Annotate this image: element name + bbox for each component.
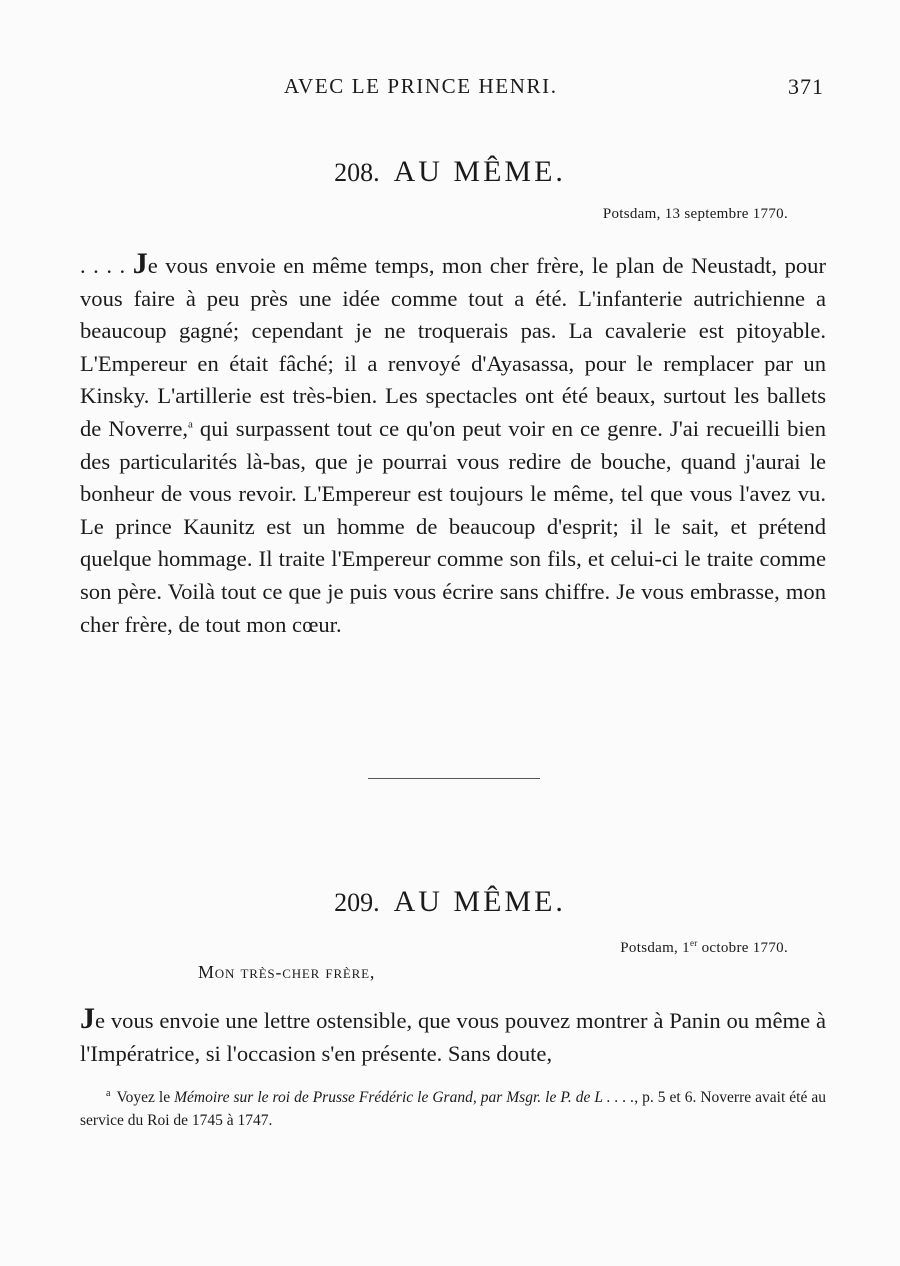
running-title: AVEC LE PRINCE HENRI. <box>284 74 558 98</box>
letter-209-dateline-ordinal: er <box>689 938 698 948</box>
letter-209-dateline-place: Potsdam, 1 <box>620 940 690 956</box>
letter-209-text: e vous envoie une lettre ostensible, que vous pouvez montrer à Panin ou même à l'Impératrice, si l'occasion s'en présente. Sans doute, <box>80 1008 826 1066</box>
letter-208-text-part2: qui surpassent tout ce qu'on peut voir en ce genre. J'ai recueilli bien des particularités là-bas, que je pourrai vous redire de bouche, quand j'aurai le bonheur de vous revoir. L'Empereur est toujours le même, tel que vous l'avez vu. Le prince Kaunitz est un homme de beaucoup d'esprit; il le sait, et prétend quelque hommage. Il traite l'Empereur comme son fils, et celui-ci le traite comme son père. Voilà tout ce que je puis vous écrire sans chiffre. Je vous embrasse, mon cher frère, de tout mon cœur. <box>80 415 826 637</box>
footnote-rest: , p. 5 et 6. Noverre avait été au service du Roi de 1745 à 1747. <box>80 1089 826 1129</box>
letter-209-dateline <box>620 938 788 957</box>
letter-209-dropcap: J <box>80 1002 95 1035</box>
footnote <box>80 1086 826 1132</box>
letter-209-heading <box>0 885 900 919</box>
page-number: 371 <box>788 74 824 99</box>
letter-208-title: AU MÊME. <box>393 154 566 188</box>
footnote-italic-title: Mémoire sur le roi de Prusse Frédéric le Grand, par Msgr. le P. de L . . . . <box>174 1089 635 1106</box>
letter-209-body <box>80 1003 826 1070</box>
letter-208-dateline: Potsdam, 13 septembre 1770. <box>602 206 788 222</box>
footnote-reference: a <box>188 418 193 431</box>
letter-208-dropcap: J <box>132 247 148 280</box>
letter-208-number: 208. <box>334 157 380 187</box>
letter-208-body <box>80 248 826 641</box>
letter-209-number: 209. <box>334 887 380 917</box>
letter-209-dateline-date: octobre 1770. <box>697 940 788 956</box>
running-head <box>0 74 900 104</box>
footnote-marker: a <box>106 1087 111 1099</box>
letter-209-salutation: Mon très-cher frère, <box>198 962 376 982</box>
letter-209-title: AU MÊME. <box>393 884 566 918</box>
letter-208-heading <box>0 155 900 189</box>
footnote-lead: Voyez le <box>116 1089 175 1106</box>
letter-208-opening-ellipsis: . . . . <box>80 253 133 278</box>
section-divider <box>368 778 540 779</box>
letter-208-text-part1: e vous envoie en même temps, mon cher frère, le plan de Neustadt, pour vous faire à peu près une idée comme tout a été. L'infanterie autrichienne a beaucoup gagné; cependant je ne troquerais pas. La cavalerie est pitoyable. L'Empereur en était fâché; il a renvoyé d'Ayasassa, pour le remplacer par un Kinsky. L'artillerie est très-bien. Les spectacles ont été beaux, surtout les ballets de Noverre, <box>80 253 826 441</box>
